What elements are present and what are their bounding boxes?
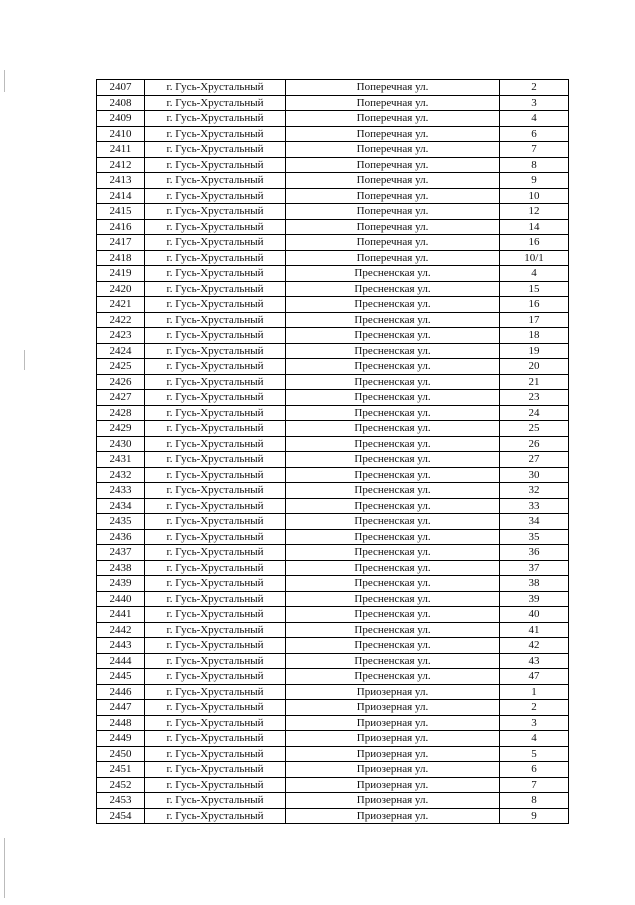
- street-cell: Поперечная ул.: [286, 142, 500, 158]
- house-number: 8: [500, 793, 569, 809]
- row-number: 2414: [97, 188, 145, 204]
- table-row: [97, 436, 569, 452]
- row-number: 2430: [97, 436, 145, 452]
- house-number: 37: [500, 560, 569, 576]
- street-cell: Пресненская ул.: [286, 312, 500, 328]
- street-cell: Приозерная ул.: [286, 746, 500, 762]
- street-cell: Пресненская ул.: [286, 436, 500, 452]
- table-row: [97, 746, 569, 762]
- house-number: 23: [500, 390, 569, 406]
- table-row: [97, 219, 569, 235]
- street-cell: Поперечная ул.: [286, 80, 500, 96]
- street-cell: Приозерная ул.: [286, 777, 500, 793]
- house-number: 16: [500, 235, 569, 251]
- city-cell: г. Гусь-Хрустальный: [145, 343, 286, 359]
- row-number: 2425: [97, 359, 145, 375]
- row-number: 2442: [97, 622, 145, 638]
- margin-mark: [4, 838, 5, 898]
- table-row: [97, 514, 569, 530]
- city-cell: г. Гусь-Хрустальный: [145, 359, 286, 375]
- house-number: 8: [500, 157, 569, 173]
- street-cell: Поперечная ул.: [286, 111, 500, 127]
- house-number: 34: [500, 514, 569, 530]
- row-number: 2453: [97, 793, 145, 809]
- city-cell: г. Гусь-Хрустальный: [145, 405, 286, 421]
- row-number: 2410: [97, 126, 145, 142]
- row-number: 2452: [97, 777, 145, 793]
- row-number: 2427: [97, 390, 145, 406]
- table-row: [97, 607, 569, 623]
- city-cell: г. Гусь-Хрустальный: [145, 452, 286, 468]
- street-cell: Пресненская ул.: [286, 297, 500, 313]
- table-row: [97, 452, 569, 468]
- table-row: [97, 700, 569, 716]
- table-row: [97, 591, 569, 607]
- row-number: 2417: [97, 235, 145, 251]
- row-number: 2419: [97, 266, 145, 282]
- row-number: 2415: [97, 204, 145, 220]
- table-row: [97, 483, 569, 499]
- table-row: [97, 80, 569, 96]
- table-row: [97, 343, 569, 359]
- street-cell: Пресненская ул.: [286, 498, 500, 514]
- city-cell: г. Гусь-Хрустальный: [145, 436, 286, 452]
- street-cell: Пресненская ул.: [286, 405, 500, 421]
- city-cell: г. Гусь-Хрустальный: [145, 297, 286, 313]
- row-number: 2416: [97, 219, 145, 235]
- street-cell: Пресненская ул.: [286, 560, 500, 576]
- city-cell: г. Гусь-Хрустальный: [145, 281, 286, 297]
- city-cell: г. Гусь-Хрустальный: [145, 188, 286, 204]
- table-row: [97, 374, 569, 390]
- table-row: [97, 684, 569, 700]
- city-cell: г. Гусь-Хрустальный: [145, 808, 286, 824]
- house-number: 9: [500, 173, 569, 189]
- house-number: 10: [500, 188, 569, 204]
- city-cell: г. Гусь-Хрустальный: [145, 715, 286, 731]
- city-cell: г. Гусь-Хрустальный: [145, 793, 286, 809]
- table-row: [97, 188, 569, 204]
- address-table-body: [97, 80, 569, 824]
- house-number: 20: [500, 359, 569, 375]
- city-cell: г. Гусь-Хрустальный: [145, 731, 286, 747]
- table-row: [97, 715, 569, 731]
- row-number: 2423: [97, 328, 145, 344]
- city-cell: г. Гусь-Хрустальный: [145, 95, 286, 111]
- house-number: 36: [500, 545, 569, 561]
- row-number: 2428: [97, 405, 145, 421]
- city-cell: г. Гусь-Хрустальный: [145, 576, 286, 592]
- street-cell: Пресненская ул.: [286, 359, 500, 375]
- city-cell: г. Гусь-Хрустальный: [145, 622, 286, 638]
- table-row: [97, 250, 569, 266]
- row-number: 2443: [97, 638, 145, 654]
- house-number: 16: [500, 297, 569, 313]
- margin-mark: [4, 70, 5, 92]
- house-number: 3: [500, 715, 569, 731]
- street-cell: Пресненская ул.: [286, 591, 500, 607]
- street-cell: Поперечная ул.: [286, 188, 500, 204]
- city-cell: г. Гусь-Хрустальный: [145, 235, 286, 251]
- house-number: 17: [500, 312, 569, 328]
- address-table: [96, 79, 569, 824]
- row-number: 2409: [97, 111, 145, 127]
- table-row: [97, 266, 569, 282]
- house-number: 2: [500, 80, 569, 96]
- table-row: [97, 328, 569, 344]
- row-number: 2444: [97, 653, 145, 669]
- row-number: 2434: [97, 498, 145, 514]
- city-cell: г. Гусь-Хрустальный: [145, 142, 286, 158]
- table-row: [97, 297, 569, 313]
- table-row: [97, 777, 569, 793]
- street-cell: Пресненская ул.: [286, 343, 500, 359]
- house-number: 47: [500, 669, 569, 685]
- row-number: 2446: [97, 684, 145, 700]
- row-number: 2439: [97, 576, 145, 592]
- row-number: 2437: [97, 545, 145, 561]
- house-number: 7: [500, 142, 569, 158]
- city-cell: г. Гусь-Хрустальный: [145, 560, 286, 576]
- city-cell: г. Гусь-Хрустальный: [145, 607, 286, 623]
- table-row: [97, 405, 569, 421]
- table-row: [97, 157, 569, 173]
- house-number: 21: [500, 374, 569, 390]
- street-cell: Пресненская ул.: [286, 328, 500, 344]
- house-number: 7: [500, 777, 569, 793]
- row-number: 2441: [97, 607, 145, 623]
- house-number: 39: [500, 591, 569, 607]
- row-number: 2422: [97, 312, 145, 328]
- street-cell: Приозерная ул.: [286, 808, 500, 824]
- city-cell: г. Гусь-Хрустальный: [145, 173, 286, 189]
- table-row: [97, 762, 569, 778]
- table-row: [97, 111, 569, 127]
- house-number: 1: [500, 684, 569, 700]
- row-number: 2431: [97, 452, 145, 468]
- city-cell: г. Гусь-Хрустальный: [145, 467, 286, 483]
- house-number: 25: [500, 421, 569, 437]
- row-number: 2426: [97, 374, 145, 390]
- row-number: 2440: [97, 591, 145, 607]
- street-cell: Пресненская ул.: [286, 452, 500, 468]
- city-cell: г. Гусь-Хрустальный: [145, 126, 286, 142]
- house-number: 15: [500, 281, 569, 297]
- table-row: [97, 731, 569, 747]
- city-cell: г. Гусь-Хрустальный: [145, 653, 286, 669]
- city-cell: г. Гусь-Хрустальный: [145, 390, 286, 406]
- city-cell: г. Гусь-Хрустальный: [145, 591, 286, 607]
- margin-mark: [24, 350, 25, 370]
- city-cell: г. Гусь-Хрустальный: [145, 762, 286, 778]
- house-number: 14: [500, 219, 569, 235]
- street-cell: Пресненская ул.: [286, 638, 500, 654]
- table-row: [97, 95, 569, 111]
- street-cell: Пресненская ул.: [286, 545, 500, 561]
- table-row: [97, 653, 569, 669]
- street-cell: Пресненская ул.: [286, 374, 500, 390]
- table-row: [97, 312, 569, 328]
- street-cell: Пресненская ул.: [286, 607, 500, 623]
- street-cell: Поперечная ул.: [286, 173, 500, 189]
- house-number: 4: [500, 266, 569, 282]
- house-number: 40: [500, 607, 569, 623]
- table-row: [97, 281, 569, 297]
- house-number: 38: [500, 576, 569, 592]
- street-cell: Пресненская ул.: [286, 281, 500, 297]
- table-row: [97, 142, 569, 158]
- house-number: 19: [500, 343, 569, 359]
- city-cell: г. Гусь-Хрустальный: [145, 777, 286, 793]
- row-number: 2447: [97, 700, 145, 716]
- house-number: 30: [500, 467, 569, 483]
- street-cell: Приозерная ул.: [286, 700, 500, 716]
- city-cell: г. Гусь-Хрустальный: [145, 312, 286, 328]
- house-number: 35: [500, 529, 569, 545]
- row-number: 2438: [97, 560, 145, 576]
- city-cell: г. Гусь-Хрустальный: [145, 700, 286, 716]
- table-row: [97, 560, 569, 576]
- street-cell: Пресненская ул.: [286, 622, 500, 638]
- house-number: 41: [500, 622, 569, 638]
- city-cell: г. Гусь-Хрустальный: [145, 545, 286, 561]
- house-number: 24: [500, 405, 569, 421]
- row-number: 2429: [97, 421, 145, 437]
- house-number: 6: [500, 126, 569, 142]
- row-number: 2449: [97, 731, 145, 747]
- table-row: [97, 173, 569, 189]
- city-cell: г. Гусь-Хрустальный: [145, 204, 286, 220]
- city-cell: г. Гусь-Хрустальный: [145, 638, 286, 654]
- street-cell: Приозерная ул.: [286, 684, 500, 700]
- street-cell: Приозерная ул.: [286, 731, 500, 747]
- street-cell: Приозерная ул.: [286, 793, 500, 809]
- street-cell: Поперечная ул.: [286, 126, 500, 142]
- house-number: 32: [500, 483, 569, 499]
- city-cell: г. Гусь-Хрустальный: [145, 266, 286, 282]
- table-row: [97, 622, 569, 638]
- street-cell: Поперечная ул.: [286, 219, 500, 235]
- city-cell: г. Гусь-Хрустальный: [145, 157, 286, 173]
- street-cell: Пресненская ул.: [286, 669, 500, 685]
- table-row: [97, 638, 569, 654]
- street-cell: Поперечная ул.: [286, 250, 500, 266]
- city-cell: г. Гусь-Хрустальный: [145, 111, 286, 127]
- house-number: 4: [500, 731, 569, 747]
- row-number: 2408: [97, 95, 145, 111]
- street-cell: Поперечная ул.: [286, 95, 500, 111]
- city-cell: г. Гусь-Хрустальный: [145, 669, 286, 685]
- city-cell: г. Гусь-Хрустальный: [145, 328, 286, 344]
- street-cell: Поперечная ул.: [286, 157, 500, 173]
- house-number: 12: [500, 204, 569, 220]
- row-number: 2451: [97, 762, 145, 778]
- street-cell: Пресненская ул.: [286, 390, 500, 406]
- city-cell: г. Гусь-Хрустальный: [145, 80, 286, 96]
- row-number: 2433: [97, 483, 145, 499]
- house-number: 42: [500, 638, 569, 654]
- table-row: [97, 545, 569, 561]
- row-number: 2418: [97, 250, 145, 266]
- house-number: 2: [500, 700, 569, 716]
- row-number: 2436: [97, 529, 145, 545]
- house-number: 33: [500, 498, 569, 514]
- row-number: 2454: [97, 808, 145, 824]
- city-cell: г. Гусь-Хрустальный: [145, 421, 286, 437]
- city-cell: г. Гусь-Хрустальный: [145, 498, 286, 514]
- table-row: [97, 793, 569, 809]
- row-number: 2445: [97, 669, 145, 685]
- house-number: 3: [500, 95, 569, 111]
- street-cell: Поперечная ул.: [286, 204, 500, 220]
- street-cell: Пресненская ул.: [286, 576, 500, 592]
- row-number: 2450: [97, 746, 145, 762]
- table-row: [97, 421, 569, 437]
- city-cell: г. Гусь-Хрустальный: [145, 684, 286, 700]
- house-number: 5: [500, 746, 569, 762]
- street-cell: Поперечная ул.: [286, 235, 500, 251]
- house-number: 6: [500, 762, 569, 778]
- table-row: [97, 467, 569, 483]
- house-number: 43: [500, 653, 569, 669]
- street-cell: Пресненская ул.: [286, 483, 500, 499]
- table-row: [97, 390, 569, 406]
- house-number: 18: [500, 328, 569, 344]
- row-number: 2413: [97, 173, 145, 189]
- row-number: 2432: [97, 467, 145, 483]
- street-cell: Пресненская ул.: [286, 529, 500, 545]
- street-cell: Пресненская ул.: [286, 514, 500, 530]
- city-cell: г. Гусь-Хрустальный: [145, 374, 286, 390]
- city-cell: г. Гусь-Хрустальный: [145, 250, 286, 266]
- house-number: 9: [500, 808, 569, 824]
- row-number: 2411: [97, 142, 145, 158]
- house-number: 4: [500, 111, 569, 127]
- table-row: [97, 669, 569, 685]
- row-number: 2435: [97, 514, 145, 530]
- table-row: [97, 576, 569, 592]
- table-row: [97, 126, 569, 142]
- row-number: 2412: [97, 157, 145, 173]
- house-number: 10/1: [500, 250, 569, 266]
- table-row: [97, 235, 569, 251]
- street-cell: Приозерная ул.: [286, 762, 500, 778]
- city-cell: г. Гусь-Хрустальный: [145, 529, 286, 545]
- city-cell: г. Гусь-Хрустальный: [145, 219, 286, 235]
- table-row: [97, 359, 569, 375]
- house-number: 26: [500, 436, 569, 452]
- street-cell: Приозерная ул.: [286, 715, 500, 731]
- row-number: 2407: [97, 80, 145, 96]
- street-cell: Пресненская ул.: [286, 467, 500, 483]
- city-cell: г. Гусь-Хрустальный: [145, 746, 286, 762]
- row-number: 2421: [97, 297, 145, 313]
- street-cell: Пресненская ул.: [286, 421, 500, 437]
- street-cell: Пресненская ул.: [286, 266, 500, 282]
- house-number: 27: [500, 452, 569, 468]
- table-row: [97, 808, 569, 824]
- street-cell: Пресненская ул.: [286, 653, 500, 669]
- table-row: [97, 204, 569, 220]
- table-row: [97, 529, 569, 545]
- table-row: [97, 498, 569, 514]
- city-cell: г. Гусь-Хрустальный: [145, 483, 286, 499]
- row-number: 2420: [97, 281, 145, 297]
- row-number: 2424: [97, 343, 145, 359]
- row-number: 2448: [97, 715, 145, 731]
- city-cell: г. Гусь-Хрустальный: [145, 514, 286, 530]
